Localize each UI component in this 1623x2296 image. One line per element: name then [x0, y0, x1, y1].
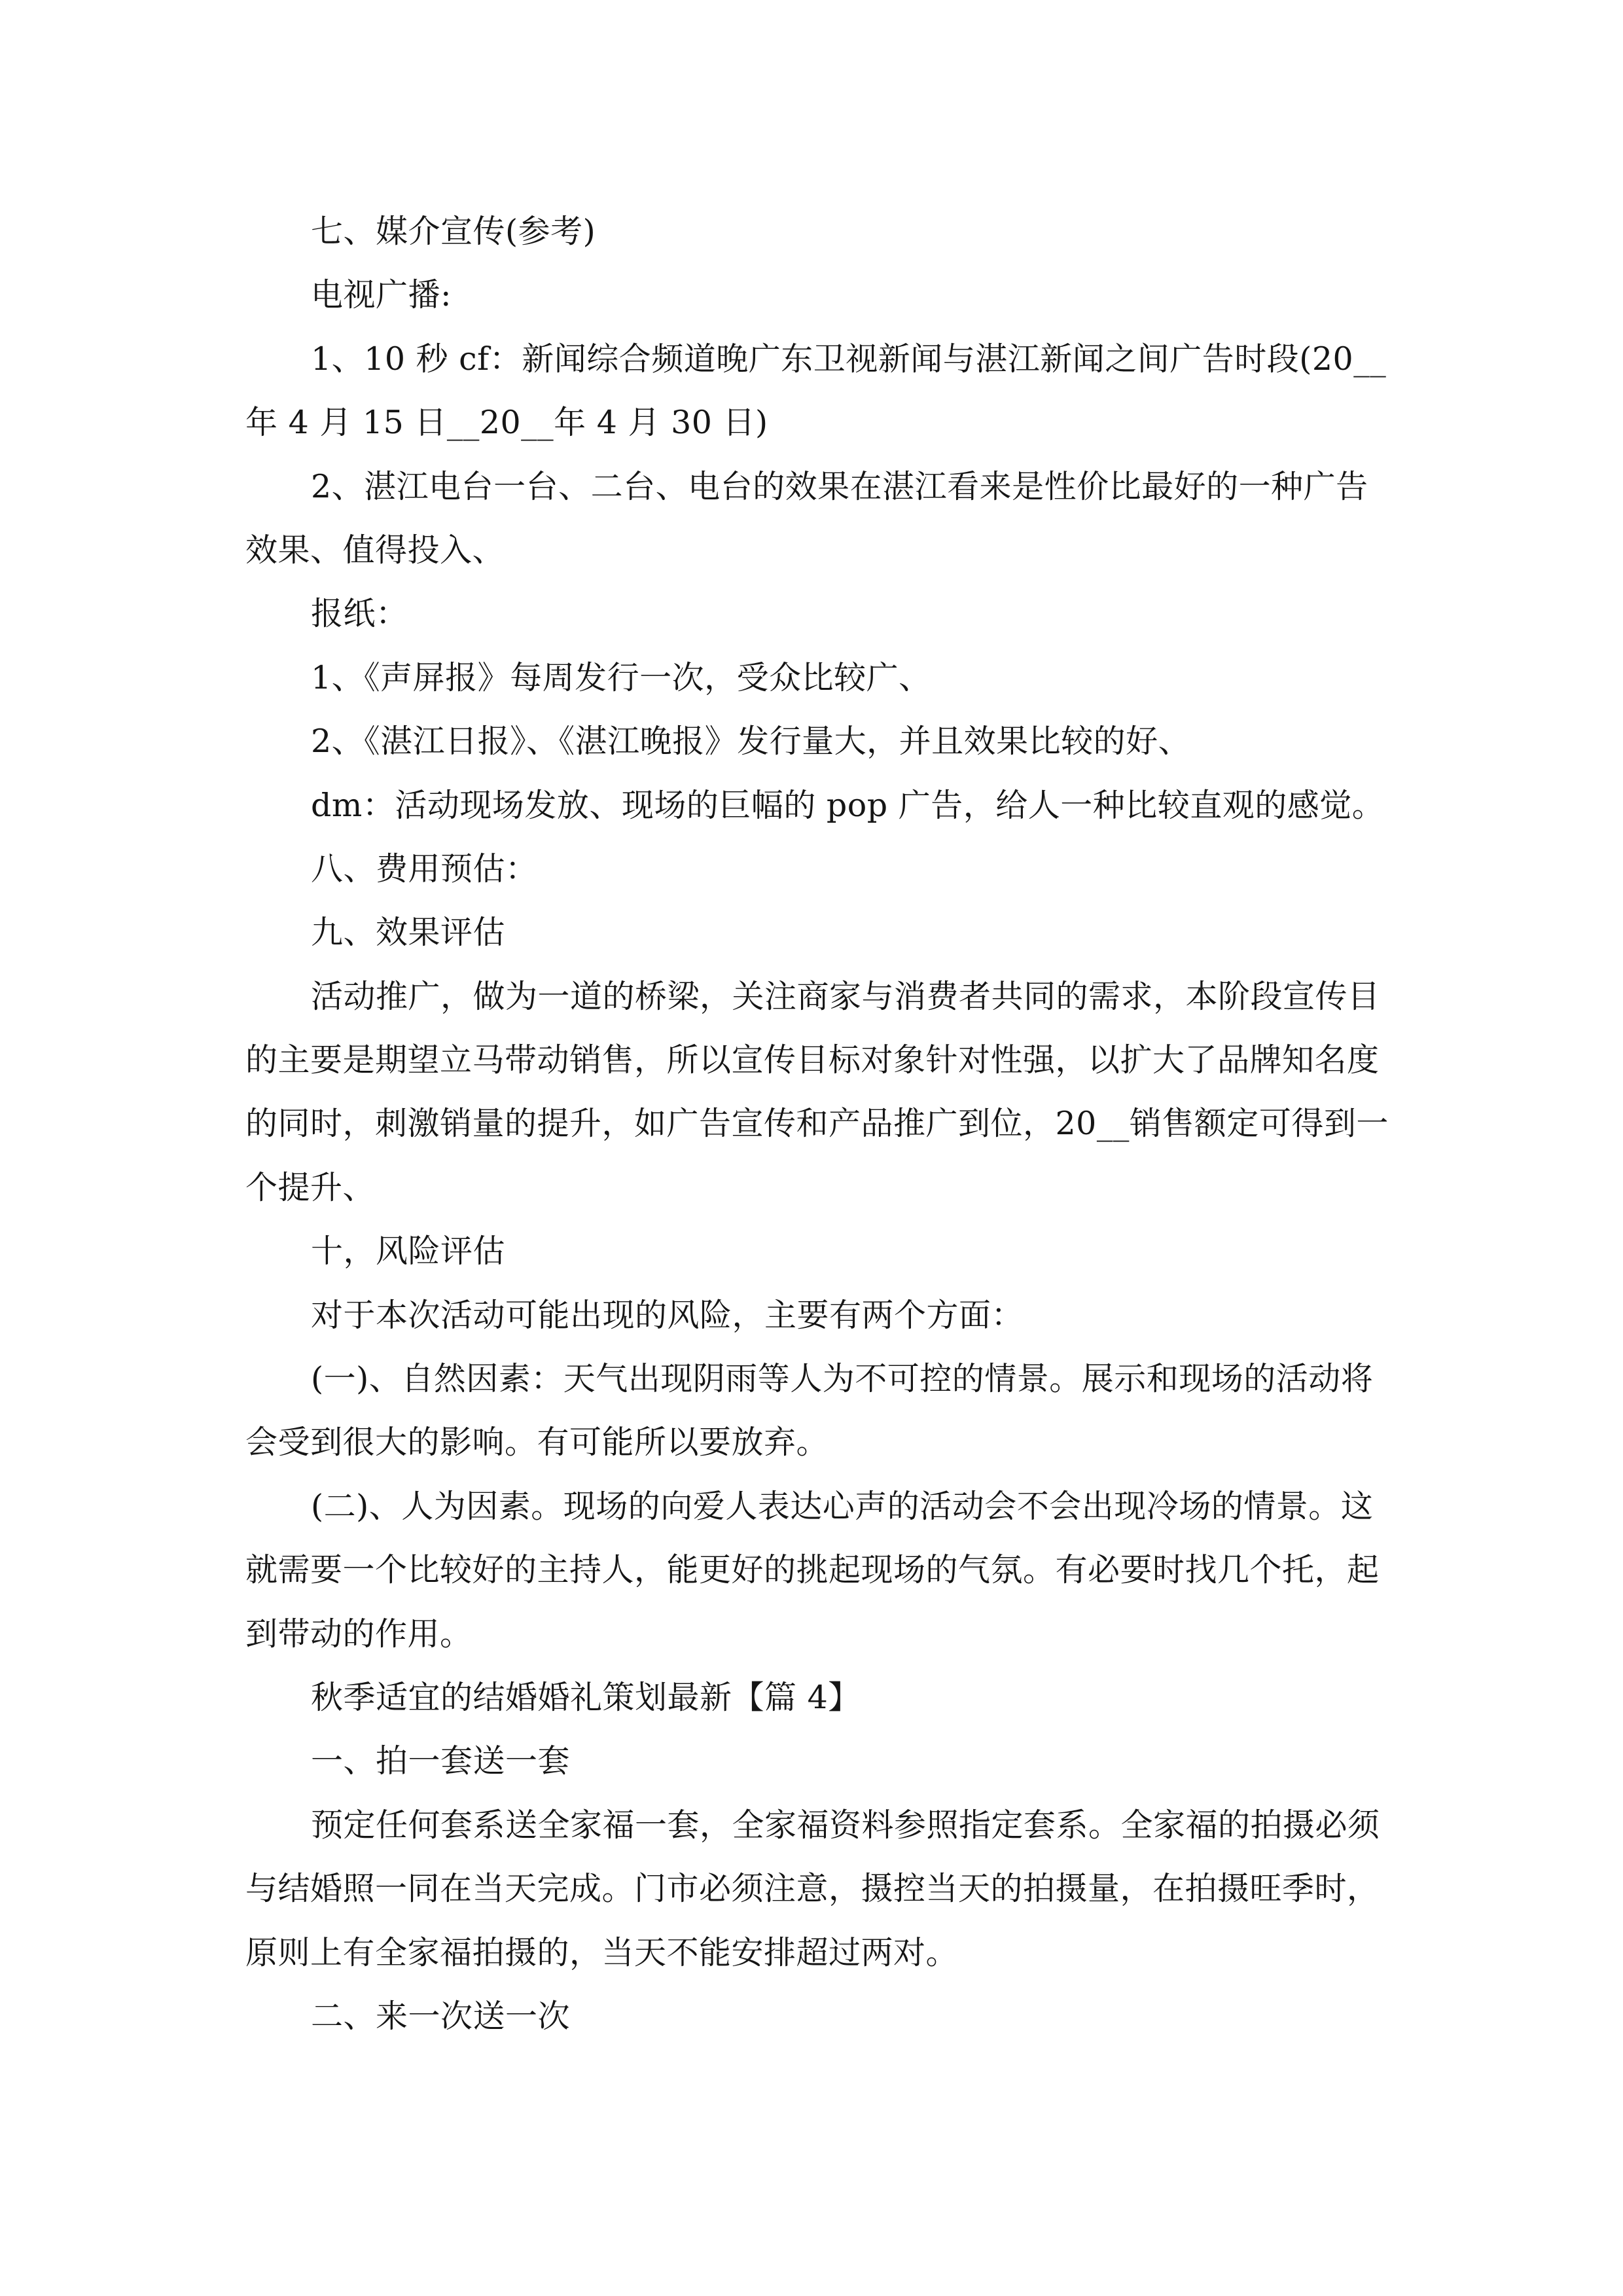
paragraph-line: 1、《声屏报》每周发行一次，受众比较广、	[311, 658, 931, 696]
section-heading-offer-one: 一、拍一套送一套	[311, 1742, 571, 1780]
section-heading-media: 七、媒介宣传(参考)	[311, 213, 596, 250]
section-heading-cost: 八、费用预估：	[311, 850, 538, 888]
paragraph-line: 会受到很大的影响。有可能所以要放弃。	[245, 1424, 829, 1462]
section-heading-offer-two: 二、来一次送一次	[311, 1997, 571, 2035]
paragraph-line: (二)、人为因素。现场的向爱人表达心声的活动会不会出现冷场的情景。这	[311, 1487, 1374, 1525]
paragraph-line: 与结婚照一同在当天完成。门市必须注意，摄控当天的拍摄量，在拍摄旺季时，	[245, 1870, 1380, 1908]
paragraph-line: dm：活动现场发放、现场的巨幅的 pop 广告，给人一种比较直观的感觉。	[311, 786, 1385, 824]
document-body	[245, 200, 1394, 2048]
subheading-tv-radio: 电视广播:	[311, 276, 452, 314]
paragraph-line: 到带动的作用。	[245, 1615, 473, 1653]
paragraph-line: (一)、自然因素：天气出现阴雨等人为不可控的情景。展示和现场的活动将	[311, 1360, 1374, 1398]
paragraph-line: 1、10 秒 cf：新闻综合频道晚广东卫视新闻与湛江新闻之间广告时段(20__	[311, 340, 1387, 378]
paragraph-line: 原则上有全家福拍摄的，当天不能安排超过两对。	[245, 1933, 959, 1971]
subheading-newspaper: 报纸：	[311, 595, 408, 633]
paragraph-line: 2、《湛江日报》、《湛江晚报》发行量大，并且效果比较的好、	[311, 723, 1191, 761]
section-heading-effect: 九、效果评估	[311, 914, 506, 952]
paragraph-line: 年 4 月 15 日__20__年 4 月 30 日)	[245, 404, 768, 442]
paragraph-line: 个提升、	[245, 1168, 376, 1206]
paragraph-line: 的主要是期望立马带动销售，所以宣传目标对象针对性强，以扩大了品牌知名度	[245, 1041, 1380, 1079]
section-heading-risk: 十，风险评估	[311, 1232, 506, 1270]
paragraph-line: 2、湛江电台一台、二台、电台的效果在湛江看来是性价比最好的一种广告	[311, 467, 1368, 505]
paragraph-line: 就需要一个比较好的主持人，能更好的挑起现场的气氛。有必要时找几个托，起	[245, 1551, 1380, 1589]
paragraph-line: 效果、值得投入、	[245, 531, 505, 569]
paragraph-line: 对于本次活动可能出现的风险，主要有两个方面：	[311, 1296, 1024, 1334]
paragraph-line: 的同时，刺激销量的提升，如广告宣传和产品推广到位，20__销售额定可得到一	[245, 1105, 1389, 1143]
paragraph-line: 活动推广，做为一道的桥梁，关注商家与消费者共同的需求，本阶段宣传目	[311, 977, 1380, 1015]
paragraph-line: 预定任何套系送全家福一套，全家福资料参照指定套系。全家福的拍摄必须	[311, 1806, 1380, 1844]
article-title: 秋季适宜的结婚婚礼策划最新【篇 4】	[311, 1678, 861, 1716]
